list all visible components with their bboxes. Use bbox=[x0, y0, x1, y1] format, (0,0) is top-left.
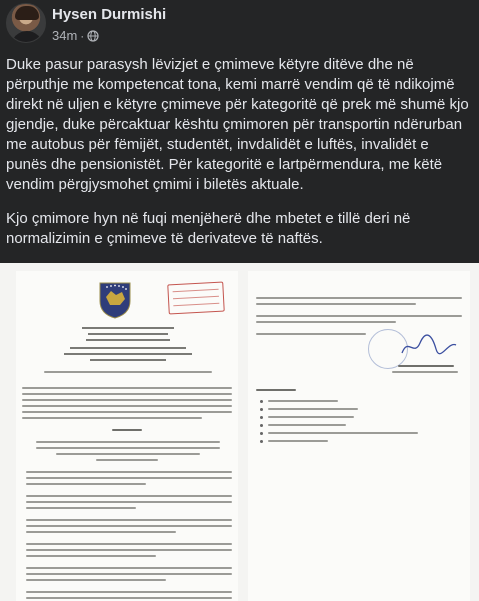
kosovo-emblem-icon bbox=[98, 281, 132, 319]
author-avatar[interactable] bbox=[6, 3, 46, 43]
post-paragraph: Kjo çmimore hyn në fuqi menjëherë dhe mbetet e tillë deri në normalizimin e çmimeve të derivateve të naftës. bbox=[6, 210, 411, 247]
author-name[interactable]: Hysen Durmishi bbox=[52, 6, 167, 23]
meta-separator: · bbox=[80, 28, 85, 43]
handwritten-signature bbox=[398, 331, 460, 361]
registry-stamp bbox=[167, 282, 224, 315]
post-header bbox=[0, 0, 479, 52]
post-document-image[interactable] bbox=[0, 263, 479, 601]
globe-icon[interactable] bbox=[87, 30, 99, 42]
post-timestamp[interactable]: 34m bbox=[52, 28, 78, 43]
post-meta bbox=[52, 28, 99, 43]
document-page-left bbox=[16, 271, 238, 601]
post-body bbox=[6, 55, 471, 263]
document-page-right bbox=[248, 271, 470, 601]
post-paragraph: Duke pasur parasysh lëvizjet e çmimeve këtyre ditëve dhe në përputhje me kompetencat tona, kemi marrë vendim që të ndikojmë direkt në uljen e këtyre çmimeve për kategoritë që prek më shumë kjo gjendje, duke përcaktuar kështu çmimoren për transportin ndërurban me autobus për fëmijët, studentët, invdalidët e luftës, invalidët e punës dhe pensionistët. Për kategoritë e lartpërmendura, me këtë vendim përgjysmohet çmimi i biletës aktuale. bbox=[6, 56, 469, 193]
